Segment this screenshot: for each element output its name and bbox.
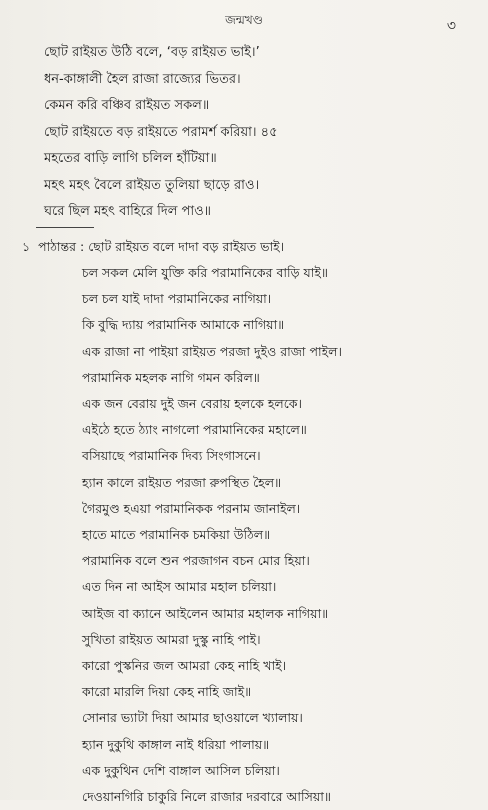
- footnote-divider: [36, 227, 94, 228]
- footnote-text: ছোট রাইয়ত বলে দাদা বড় রাইয়ত ভাই।: [88, 239, 285, 254]
- footnote-first-line: [22, 234, 472, 260]
- footnote-line: গৈরমুণ্ড হএয়া পরামানিকক পরনাম জানাইল।: [82, 500, 301, 516]
- footnote-line: এক দুকুথিন দেশি বাঙ্গাল আসিল চলিয়া।: [82, 762, 280, 778]
- footnote-line: দেওয়ানগিরি চাকুরি নিলে রাজার দরবারে আসিয়া॥: [82, 789, 331, 805]
- footnote-marker: ১: [22, 239, 31, 254]
- main-verse: [44, 40, 454, 226]
- footnote-variant-lines: [22, 260, 472, 810]
- footnote-line: হাতে মাতে পরামানিক চমকিয়া উঠিল॥: [82, 527, 271, 543]
- footnote-line: চল সকল মেলি যুক্তি করি পরামানিকের বাড়ি যাই॥: [82, 265, 328, 280]
- footnote-line: হ্যান দুকুথি কাঙ্গাল নাই ধরিয়া পালায়॥: [82, 736, 270, 752]
- footnote-line: এইঠে হতে ঠ্যাং নাগলো পরামানিকের মহালে॥: [82, 422, 307, 438]
- footnote-line: সুখিতা রাইয়ত আমরা দুস্কু নাহি পাই।: [82, 631, 261, 647]
- running-head: জন্মখণ্ড: [225, 13, 263, 27]
- footnote-line: কি বুদ্ধি দ্যায় পরামানিক আমাকে নাগিয়া॥: [82, 317, 285, 333]
- footnote-line: চল চল যাই দাদা পরামানিকের নাগিয়া।: [82, 291, 272, 307]
- footnote-line: সোনার ভ্যাটা দিয়া আমার ছাওয়ালে খ্যালায়।: [82, 710, 303, 726]
- verse-line: ছোট রাইয়ত উঠি বলে, ‘বড় রাইয়ত ভাই।’: [44, 45, 260, 60]
- footnote-line: এক রাজা না পাইয়া রাইয়ত পরজা দুইও রাজা পাইল।: [82, 343, 342, 359]
- footnote-line: পরামানিক বলে শুন পরজাগন বচন মোর হিয়া।: [82, 553, 310, 569]
- footnote-line: পরামানিক মহলক নাগি গমন করিল॥: [82, 369, 260, 385]
- footnote-line: এক জন বেরায় দুই জন বেরায় হলকে হলকে।: [82, 396, 302, 412]
- verse-line: মহৎ মহৎ বৈলে রাইয়ত তুলিয়া ছাড়ে রাও।: [44, 177, 260, 193]
- footnote: [22, 234, 472, 810]
- verse-line: কেমন করি বঞ্চিব রাইয়ত সকল॥: [44, 98, 210, 113]
- footnote-line: বসিয়াছে পরামানিক দিব্য সিংগাসনে।: [82, 448, 261, 464]
- page-number: ৩: [446, 18, 456, 34]
- verse-line: মহতের বাড়ি লাগি চলিল হাঁটিয়া॥: [44, 151, 217, 166]
- verse-line: ঘরে ছিল মহৎ বাহিরে দিল পাও॥: [44, 204, 212, 219]
- footnote-line: কারো পুস্কনির জল আমরা কেহ নাহি খাই।: [82, 658, 287, 674]
- verse-line: ছোট রাইয়তে বড় রাইয়তে পরামর্শ করিয়া। ৪৫: [44, 124, 278, 140]
- verse-line: ধন-কাঙ্গালী হৈল রাজা রাজ্যের ভিতর।: [44, 71, 241, 87]
- footnote-line: আইজ বা ক্যানে আইলেন আমার মহালক নাগিয়া॥: [82, 605, 329, 621]
- footnote-line: এত দিন না আইস আমার মহাল চলিয়া।: [82, 579, 277, 595]
- footnote-line: কারো মারলি দিয়া কেহ নাহি জাই॥: [82, 684, 252, 700]
- footnote-label: পাঠান্তর :: [38, 239, 85, 254]
- footnote-line: হ্যান কালে রাইয়ত পরজা রুপস্থিত হৈল॥: [82, 474, 282, 490]
